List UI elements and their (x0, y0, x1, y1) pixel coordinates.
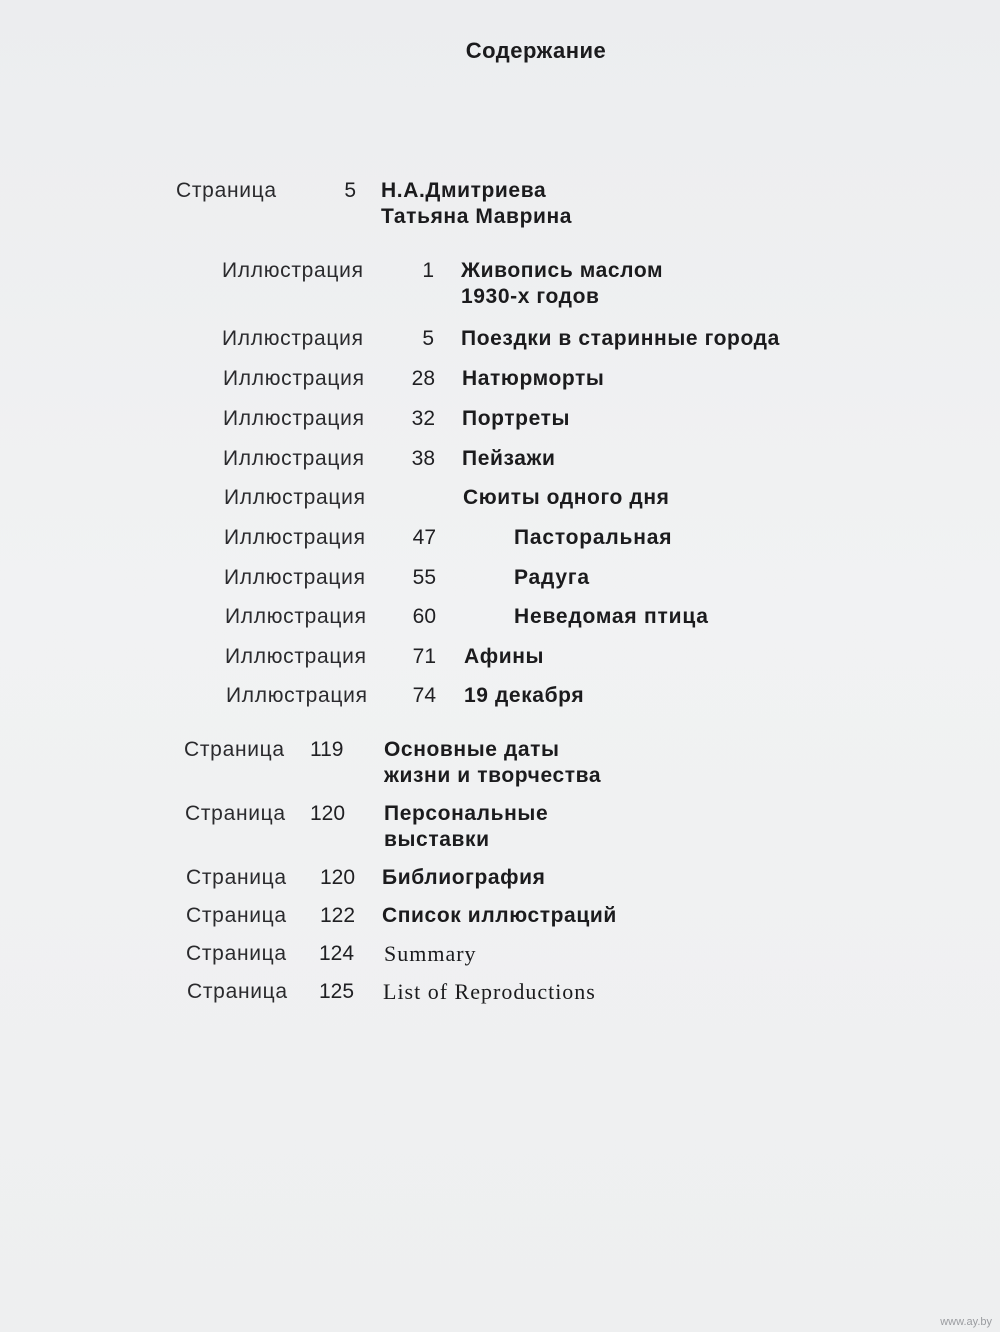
entry-label: Страница (185, 802, 286, 825)
entry-label: Иллюстрация (223, 367, 365, 390)
entry-title (461, 258, 663, 310)
entry-number: 5 (422, 327, 434, 350)
entry-title-line2: Татьяна Маврина (381, 205, 573, 228)
entry-label: Страница (184, 738, 285, 761)
entry-label: Иллюстрация (225, 605, 367, 628)
toc-entry (226, 683, 826, 713)
entry-number: 120 (320, 866, 356, 889)
entry-title: Неведомая птица (514, 605, 709, 628)
entry-title: Афины (464, 645, 545, 668)
entry-number: 71 (412, 645, 436, 668)
toc-entry (176, 178, 736, 234)
toc-entry (223, 366, 823, 396)
entry-number: 122 (320, 904, 356, 927)
entry-title: Сюиты одного дня (463, 486, 670, 509)
toc-entry (186, 941, 746, 971)
entry-title (384, 737, 601, 789)
entry-number: 5 (344, 179, 356, 202)
toc-entry (223, 446, 823, 476)
entry-number: 38 (411, 447, 435, 470)
entry-label: Иллюстрация (224, 486, 366, 509)
entry-label: Страница (187, 980, 288, 1003)
page-title: Содержание (465, 38, 607, 63)
entry-label: Иллюстрация (223, 407, 365, 430)
entry-title: List of Reproductions (383, 979, 596, 1004)
toc-entry (186, 903, 746, 933)
entry-number: 60 (412, 605, 436, 628)
entry-label: Иллюстрация (224, 566, 366, 589)
entry-number: 119 (310, 738, 344, 761)
watermark-text: www.ay.by (940, 1316, 992, 1328)
entry-title-line2: выставки (384, 828, 490, 851)
entry-title-line2: 1930-х годов (461, 285, 600, 308)
toc-entry (186, 865, 746, 895)
entry-title: Библиография (382, 866, 546, 889)
entry-title (381, 178, 572, 230)
toc-entry (224, 565, 824, 595)
entry-label: Страница (186, 866, 287, 889)
entry-title-line1: Живопись маслом (461, 259, 664, 282)
entry-title: Портреты (462, 407, 571, 430)
entry-title: Список иллюстраций (382, 904, 617, 927)
entry-label: Страница (186, 942, 287, 965)
entry-title: Пейзажи (462, 447, 556, 470)
entry-number: 120 (310, 802, 346, 825)
entry-number: 55 (412, 566, 436, 589)
entry-number: 74 (412, 684, 436, 707)
entry-number: 1 (422, 259, 434, 282)
toc-entry (222, 258, 822, 314)
entry-number: 32 (411, 407, 435, 430)
entry-label: Страница (176, 179, 277, 202)
entry-label: Иллюстрация (225, 645, 367, 668)
toc-entry (222, 326, 822, 356)
entry-title-line1: Персональные (384, 802, 549, 825)
entry-title: Пасторальная (514, 526, 673, 549)
toc-entry (223, 406, 823, 436)
entry-title-line1: Основные даты (384, 738, 560, 761)
entry-title: Натюрморты (462, 367, 605, 390)
entry-number: 124 (319, 942, 355, 965)
entry-label: Иллюстрация (222, 259, 364, 282)
entry-number: 125 (319, 980, 355, 1003)
toc-entry (225, 644, 825, 674)
entry-title (384, 801, 548, 853)
entry-title: Summary (384, 941, 477, 966)
entry-title: Радуга (514, 566, 590, 589)
entry-number: 28 (411, 367, 435, 390)
toc-entry (184, 737, 744, 793)
entry-title: Поездки в старинные города (461, 327, 780, 350)
entry-label: Иллюстрация (224, 526, 366, 549)
entry-title-line2: жизни и творчества (384, 764, 602, 787)
entry-title-line1: Н.А.Дмитриева (381, 179, 547, 202)
entry-label: Иллюстрация (222, 327, 364, 350)
entry-label: Страница (186, 904, 287, 927)
entry-label: Иллюстрация (226, 684, 368, 707)
toc-entry (185, 801, 745, 857)
toc-entry (224, 485, 824, 515)
toc-entry (224, 525, 824, 555)
toc-entry (187, 979, 747, 1009)
toc-entry (225, 604, 825, 634)
entry-title: 19 декабря (464, 684, 585, 707)
entry-number: 47 (412, 526, 436, 549)
entry-label: Иллюстрация (223, 447, 365, 470)
